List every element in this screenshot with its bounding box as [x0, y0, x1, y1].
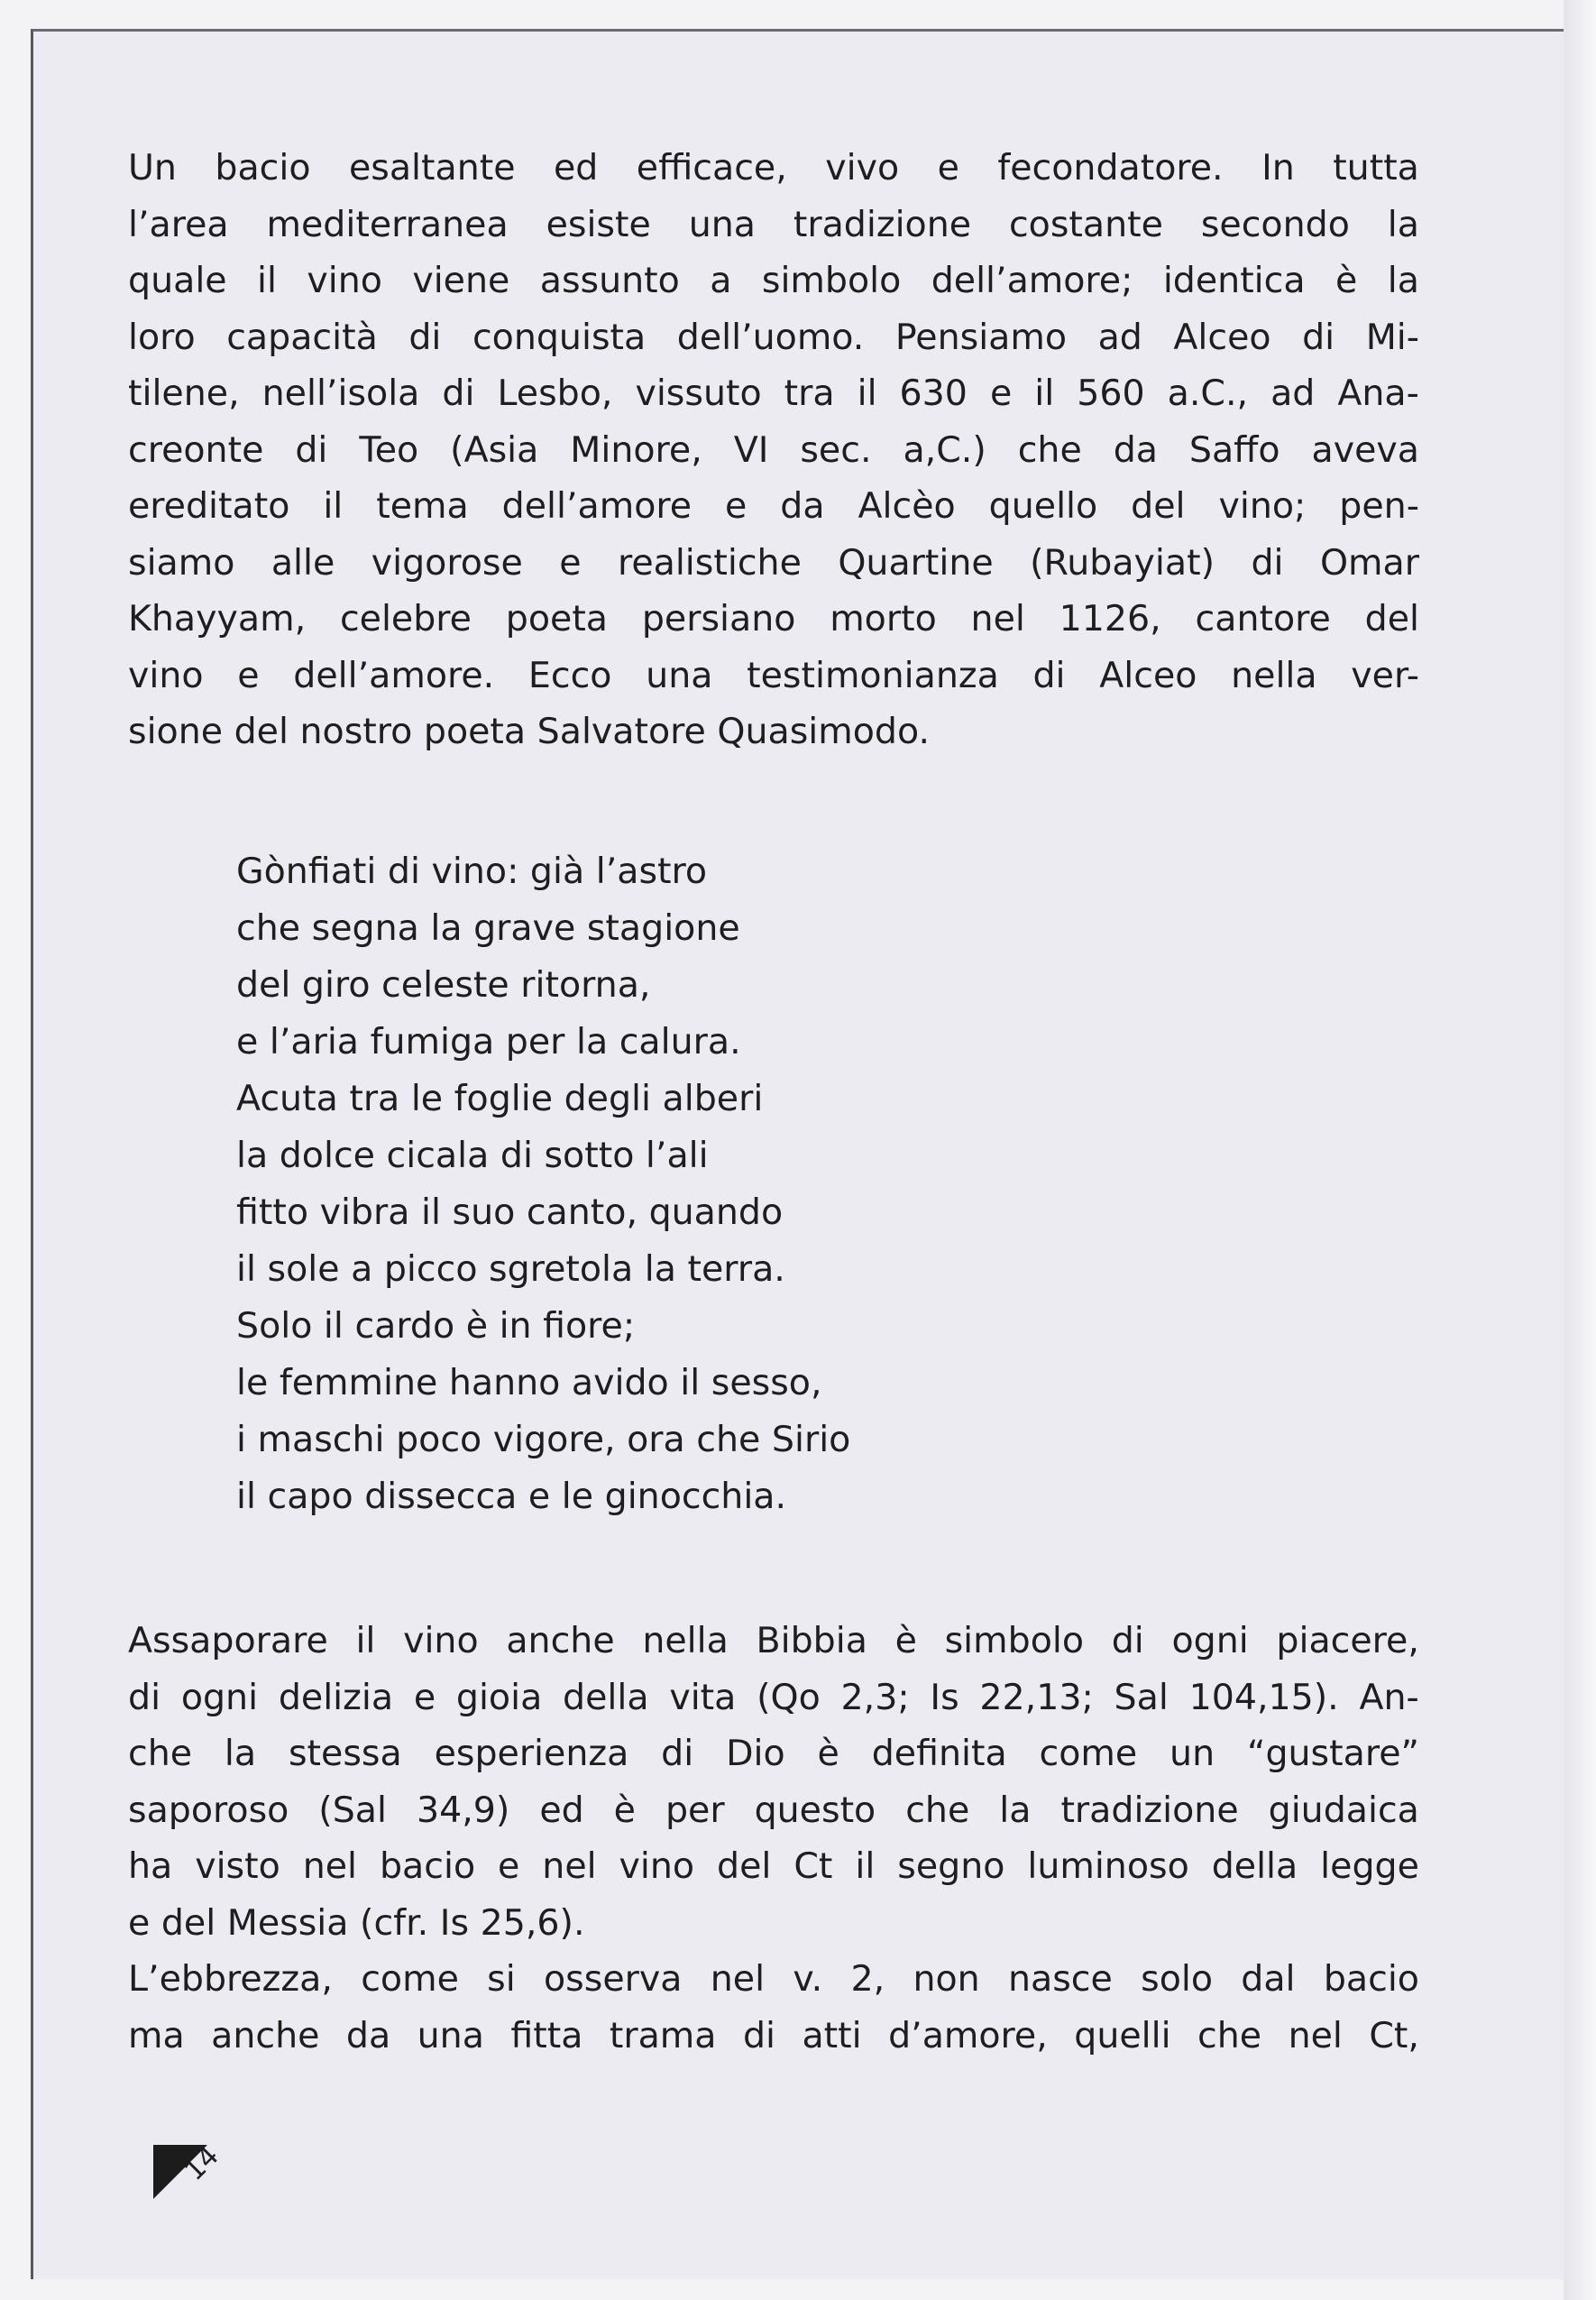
word: ogni: [1171, 1620, 1249, 1661]
word: del: [717, 1845, 772, 1887]
text-line: [128, 591, 1419, 648]
word: nella: [1231, 654, 1317, 696]
word: il: [257, 260, 277, 301]
word: 34,9): [416, 1789, 510, 1831]
word: sec.: [800, 428, 872, 471]
word: di: [442, 373, 475, 414]
word: dell’amore.: [293, 654, 495, 696]
word: la: [1387, 260, 1419, 301]
word: Alceo: [1099, 654, 1197, 696]
word: a.C.,: [1167, 373, 1249, 414]
word: piacere,: [1276, 1620, 1419, 1661]
word: ha: [128, 1845, 173, 1887]
word: tutta: [1333, 147, 1419, 189]
word: vino: [403, 1620, 479, 1661]
word: nel: [1288, 2014, 1343, 2056]
word: Mi-: [1365, 316, 1419, 358]
poem-line: fitto vibra il suo canto, quando: [236, 1191, 784, 1233]
word: da: [1113, 428, 1158, 471]
word: anche: [211, 2014, 320, 2056]
word: nel: [302, 1845, 358, 1887]
text-line: [128, 140, 1419, 197]
word: VI: [733, 428, 769, 471]
poem-line: che segna la grave stagione: [236, 907, 740, 949]
word: ed: [539, 1789, 584, 1831]
word: Alceo: [1173, 316, 1271, 358]
word: poeta: [505, 598, 609, 639]
word: pen-: [1339, 485, 1419, 527]
word: celebre: [339, 598, 472, 639]
word: 2,3;: [840, 1676, 910, 1718]
word: l’area: [128, 203, 229, 245]
word: tradizione: [1060, 1789, 1239, 1831]
word: bacio: [1323, 1958, 1419, 2000]
word: tradizione: [793, 203, 972, 245]
word: assunto: [539, 260, 680, 301]
word: quale: [128, 260, 227, 301]
word: Sal: [1114, 1676, 1169, 1718]
word: ed: [553, 147, 599, 189]
word: la: [999, 1789, 1032, 1831]
word: bacio: [379, 1845, 476, 1887]
word: d’amore,: [888, 2014, 1048, 2056]
poem-line: e l’aria fumiga per la calura.: [236, 1021, 741, 1063]
word: stessa: [288, 1733, 402, 1774]
word: questo: [754, 1789, 876, 1831]
word: secondo: [1200, 203, 1350, 245]
word: e: [559, 541, 582, 584]
word: come: [1039, 1733, 1138, 1774]
word: ad: [1097, 316, 1142, 358]
word: 560: [1077, 373, 1145, 414]
word: è: [613, 1789, 636, 1831]
word: (Asia: [450, 428, 539, 471]
word: bacio: [215, 147, 311, 189]
word: saporoso: [128, 1789, 289, 1831]
word: Saffo: [1188, 428, 1280, 471]
word: della: [563, 1676, 649, 1718]
word: segno: [897, 1845, 1005, 1887]
word: Quartine: [838, 541, 994, 584]
poem-line: del giro celeste ritorna,: [236, 964, 651, 1006]
word: 104,15).: [1188, 1676, 1339, 1718]
word: conquista: [472, 316, 647, 358]
word: vivo: [825, 147, 900, 189]
word: ogni: [180, 1676, 259, 1718]
word: Un: [128, 147, 177, 189]
word: il: [1034, 373, 1055, 414]
paragraph-1: [128, 140, 1419, 760]
word: di: [408, 316, 442, 358]
word: Omar: [1319, 541, 1419, 584]
word: di: [1032, 654, 1066, 696]
text-line: [128, 1725, 1419, 1782]
text-line: [128, 1838, 1419, 1895]
word: viene: [412, 260, 510, 301]
word: (Qo: [757, 1676, 821, 1718]
word: nell’isola: [261, 373, 420, 414]
word: solo: [1141, 1958, 1213, 2000]
word: dal: [1241, 1958, 1296, 2000]
word: legge: [1320, 1845, 1419, 1887]
word: Teo: [359, 428, 419, 471]
word: simbolo: [944, 1620, 1085, 1661]
word: Alcèo: [858, 485, 956, 527]
word: nel: [970, 598, 1025, 639]
word: da: [780, 485, 825, 527]
word: fecondatore.: [997, 147, 1224, 189]
word: ereditato: [128, 485, 290, 527]
word: una: [417, 2014, 484, 2056]
word: nasce: [1007, 1958, 1113, 2000]
word: 2,: [850, 1958, 885, 2000]
word: esperienza: [434, 1733, 629, 1774]
text-line: [128, 1951, 1419, 2008]
word: anche: [506, 1620, 615, 1661]
word: vissuto: [635, 373, 762, 414]
word: (Rubayiat): [1030, 541, 1215, 584]
word: esaltante: [348, 147, 516, 189]
word: vino: [619, 1845, 695, 1887]
text-line: [128, 2008, 1419, 2065]
word: della: [1211, 1845, 1298, 1887]
word: il: [323, 485, 344, 527]
poem-line: la dolce cicala di sotto l’ali: [236, 1135, 709, 1176]
word: loro: [128, 316, 196, 358]
word: identica: [1162, 260, 1306, 301]
word: tra: [784, 373, 835, 414]
text-line: [128, 365, 1419, 422]
word: di: [295, 428, 328, 471]
word: come: [361, 1958, 459, 2000]
word: visto: [195, 1845, 280, 1887]
word: dell’amore: [501, 485, 693, 527]
word: e: [413, 1676, 436, 1718]
word: ma: [128, 2014, 185, 2056]
word: gioia: [455, 1676, 543, 1718]
word: vigorose: [371, 541, 523, 584]
text-line: sione del nostro poeta Salvatore Quasimodo.: [128, 711, 931, 752]
word: 1126,: [1059, 598, 1161, 639]
word: luminoso: [1027, 1845, 1189, 1887]
word: 22,13;: [979, 1676, 1094, 1718]
text-line: [128, 1613, 1419, 1670]
poem-line: il capo dissecca e le ginocchia.: [236, 1476, 787, 1517]
text-line: [128, 309, 1419, 366]
word: Ecco: [527, 654, 612, 696]
word: persiano: [641, 598, 796, 639]
word: del: [1364, 598, 1419, 639]
word: costante: [1008, 203, 1163, 245]
text-line: [128, 197, 1419, 253]
text-line: [128, 478, 1419, 535]
word: trama: [609, 2014, 717, 2056]
poem-line: le femmine hanno avido il sesso,: [236, 1362, 822, 1403]
word: dell’uomo.: [676, 316, 865, 358]
word: “gustare”: [1246, 1733, 1419, 1774]
poem-line: Solo il cardo è in fiore;: [236, 1305, 636, 1347]
word: (Sal: [318, 1789, 387, 1831]
word: del: [1131, 485, 1186, 527]
word: e: [989, 373, 1013, 414]
word: a: [710, 260, 732, 301]
word: vino: [128, 654, 204, 696]
word: L’ebbrezza,: [128, 1958, 333, 2000]
word: capacità: [226, 316, 378, 358]
word: giudaica: [1268, 1789, 1419, 1831]
word: che: [1197, 2014, 1262, 2056]
word: nella: [642, 1620, 729, 1661]
word: Ct: [793, 1845, 833, 1887]
word: esiste: [546, 203, 651, 245]
word: la: [1387, 203, 1419, 245]
word: 630: [899, 373, 968, 414]
word: la: [224, 1733, 257, 1774]
word: il: [857, 373, 877, 414]
word: di: [128, 1676, 161, 1718]
word: il: [355, 1620, 376, 1661]
word: una: [688, 203, 756, 245]
word: alle: [271, 541, 335, 584]
word: efficace,: [636, 147, 787, 189]
word: Dio: [726, 1733, 785, 1774]
text-line: [128, 1670, 1419, 1726]
word: si: [487, 1958, 516, 2000]
word: di: [661, 1733, 694, 1774]
word: testimonianza: [747, 654, 999, 696]
word: fitta: [510, 2014, 583, 2056]
word: quelli: [1074, 2014, 1171, 2056]
word: che: [128, 1733, 193, 1774]
word: ad: [1270, 373, 1316, 414]
text-line: [128, 535, 1419, 592]
word: ver-: [1351, 654, 1419, 696]
word: e: [237, 654, 260, 696]
word: non: [913, 1958, 980, 2000]
word: una: [646, 654, 713, 696]
word: tema: [376, 485, 469, 527]
word: Assaporare: [128, 1620, 328, 1661]
word: simbolo: [761, 260, 902, 301]
word: è: [817, 1733, 839, 1774]
word: e: [937, 147, 959, 189]
poem-line: il sole a picco sgretola la terra.: [236, 1248, 785, 1290]
text-line: [128, 648, 1419, 704]
word: il: [855, 1845, 876, 1887]
poem-line: Acuta tra le foglie degli alberi: [236, 1078, 764, 1119]
word: osserva: [544, 1958, 683, 2000]
text-line: [128, 253, 1419, 309]
word: Lesbo,: [497, 373, 613, 414]
word: a,C.): [903, 428, 986, 471]
word: di: [1251, 541, 1284, 584]
word: tilene,: [128, 373, 240, 414]
word: nel: [710, 1958, 766, 2000]
word: delizia: [278, 1676, 394, 1718]
word: per: [665, 1789, 725, 1831]
text-line: [128, 422, 1419, 479]
word: mediterranea: [266, 203, 509, 245]
word: Is: [930, 1676, 959, 1718]
poem-line: i maschi poco vigore, ora che Sirio: [236, 1419, 851, 1460]
text-line: e del Messia (cfr. Is 25,6).: [128, 1901, 585, 1944]
word: vino: [307, 260, 382, 301]
text-line: [128, 1782, 1419, 1839]
word: di: [1111, 1620, 1144, 1661]
word: che: [1017, 428, 1082, 471]
word: In: [1261, 147, 1295, 189]
word: di: [742, 2014, 776, 2056]
page-edge-shadow: [1564, 0, 1596, 2300]
word: cantore: [1195, 598, 1331, 639]
word: e: [725, 485, 748, 527]
word: siamo: [128, 541, 235, 584]
word: un: [1169, 1733, 1215, 1774]
poem-quote: [236, 843, 850, 1525]
word: e: [498, 1845, 520, 1887]
word: Bibbia: [756, 1620, 867, 1661]
word: di: [1302, 316, 1335, 358]
word: definita: [871, 1733, 1007, 1774]
word: Ana-: [1337, 373, 1419, 414]
word: v.: [793, 1958, 823, 2000]
paragraph-2: [128, 1613, 1419, 2064]
word: Ct,: [1369, 2014, 1419, 2056]
poem-line: Gònfiati di vino: già l’astro: [236, 851, 708, 892]
word: è: [894, 1620, 917, 1661]
word: Khayyam,: [128, 598, 307, 639]
word: nel: [542, 1845, 597, 1887]
word: atti: [802, 2014, 862, 2056]
word: da: [345, 2014, 391, 2056]
word: dell’amore;: [931, 260, 1133, 301]
word: creonte: [128, 428, 264, 471]
word: è: [1335, 260, 1358, 301]
page-number: 14: [179, 2139, 225, 2187]
word: vino;: [1218, 485, 1307, 527]
word: morto: [830, 598, 937, 639]
word: quello: [988, 485, 1098, 527]
word: aveva: [1311, 428, 1419, 471]
word: che: [905, 1789, 970, 1831]
word: realistiche: [617, 541, 802, 584]
word: An-: [1359, 1676, 1419, 1718]
word: Pensiamo: [894, 316, 1068, 358]
word: Minore,: [570, 428, 702, 471]
word: vita: [669, 1676, 737, 1718]
